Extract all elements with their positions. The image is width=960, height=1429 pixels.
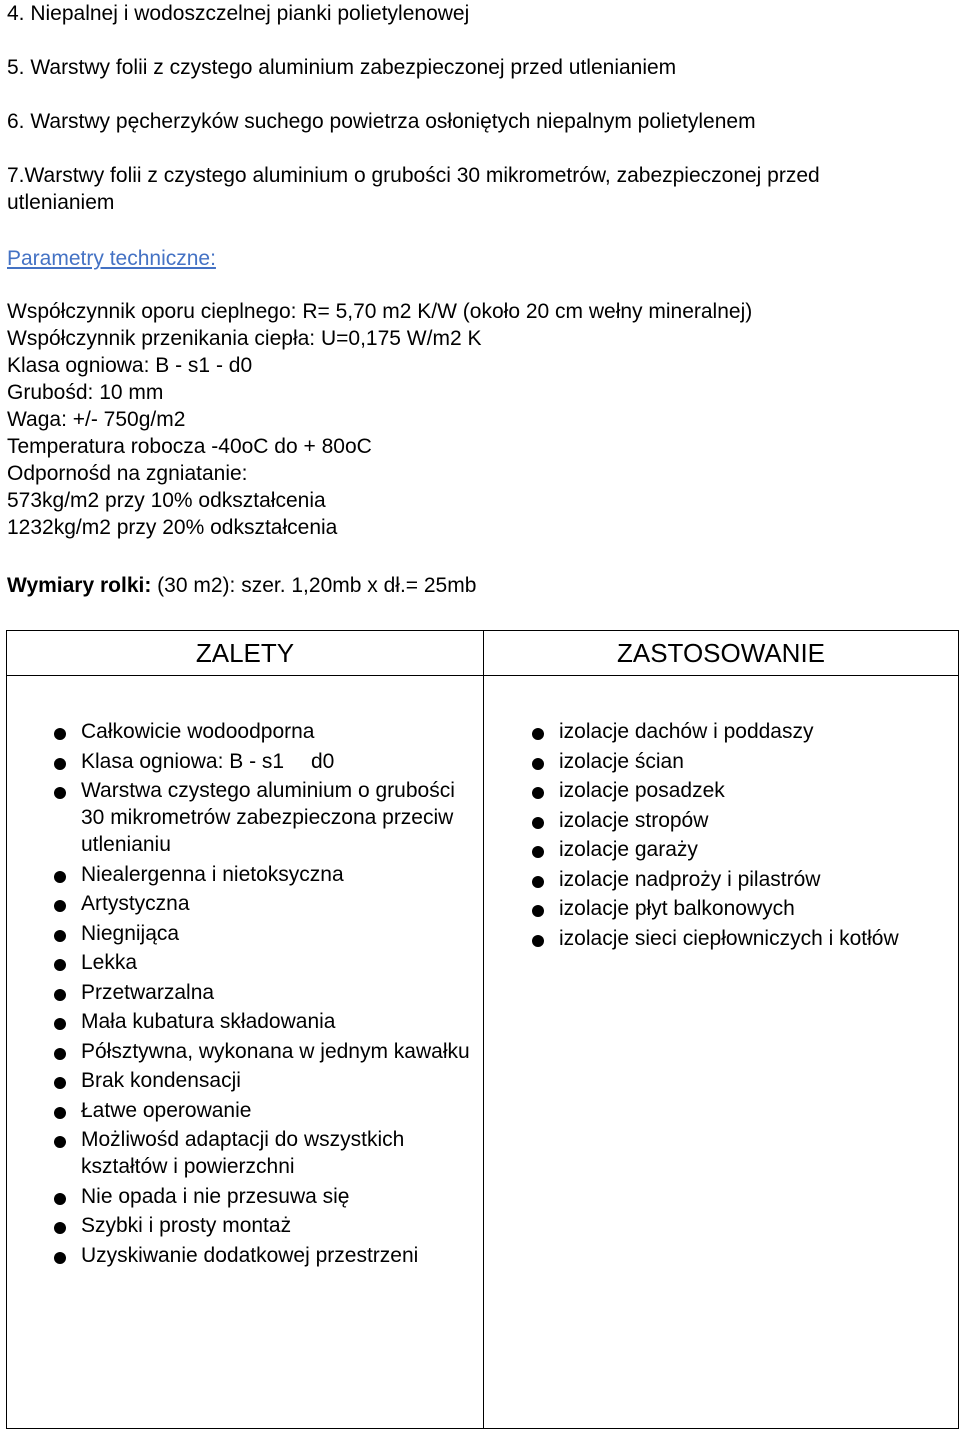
advantage-text: Całkowicie wodoodporna	[81, 720, 315, 743]
advantage-text: Warstwa czystego aluminium o grubości 30 mikrometrów zabezpieczona przeciw utlenianiu	[81, 779, 455, 856]
advantage-text: Mała kubatura składowania	[81, 1010, 336, 1033]
advantage-item	[81, 920, 471, 947]
bullet-icon	[532, 905, 544, 917]
advantages-cell	[7, 676, 484, 1429]
bullet-icon	[54, 989, 66, 1001]
application-text: izolacje garaży	[559, 838, 698, 861]
bullet-icon	[54, 728, 66, 740]
application-item	[559, 866, 958, 893]
bullet-icon	[54, 1107, 66, 1119]
bullet-icon	[532, 787, 544, 799]
bullet-icon	[532, 758, 544, 770]
advantage-text: Możliwośd adaptacji do wszystkich kształtów i powierzchni	[81, 1128, 405, 1178]
advantage-item	[81, 979, 471, 1006]
application-item	[559, 748, 958, 775]
bullet-icon	[54, 1252, 66, 1264]
bullet-icon	[532, 935, 544, 947]
applications-header: ZASTOSOWANIE	[484, 631, 959, 676]
list-item-4: 4. Niepalnej i wodoszczelnej pianki polietylenowej	[7, 2, 470, 25]
advantage-item	[81, 777, 471, 858]
advantage-text: Niegnijąca	[81, 921, 180, 945]
bullet-icon	[54, 1222, 66, 1234]
bullet-icon	[54, 959, 66, 971]
features-table	[6, 630, 959, 1429]
param-weight: Waga: +/- 750g/m2	[7, 408, 186, 431]
param-crush-10: 573kg/m2 przy 10% odkształcenia	[7, 489, 326, 512]
bullet-icon	[532, 728, 544, 740]
application-text: izolacje posadzek	[559, 779, 725, 802]
advantage-item	[81, 1126, 471, 1180]
advantage-item	[81, 1097, 471, 1124]
roll-dimensions-label: Wymiary rolki:	[7, 574, 152, 597]
advantage-text: Brak kondensacji	[81, 1069, 241, 1092]
advantage-text: Niealergenna i nietoksyczna	[81, 862, 344, 886]
advantage-item	[81, 1242, 471, 1269]
advantage-item	[81, 1212, 471, 1239]
advantage-item	[81, 1038, 471, 1065]
bullet-icon	[54, 1048, 66, 1060]
advantage-item	[81, 718, 471, 745]
bullet-icon	[54, 758, 66, 770]
param-heat-transfer: Współczynnik przenikania ciepła: U=0,175 W/m2 K	[7, 327, 482, 350]
list-item-7-line2: utlenianiem	[7, 191, 115, 214]
advantage-text: Artystyczna	[81, 892, 190, 915]
application-text: izolacje nadproży i pilastrów	[559, 867, 821, 891]
roll-dimensions-value: (30 m2): szer. 1,20mb x dł.= 25mb	[151, 574, 477, 597]
advantages-list	[81, 718, 471, 1269]
advantage-text: Łatwe operowanie	[81, 1098, 252, 1122]
application-item	[559, 895, 958, 922]
list-item-7-line1: 7.Warstwy folii z czystego aluminium o grubości 30 mikrometrów, zabezpieczonej przed	[7, 164, 820, 187]
bullet-icon	[54, 1136, 66, 1148]
application-text: izolacje dachów i poddaszy	[559, 720, 814, 743]
application-item	[559, 777, 958, 804]
bullet-icon	[54, 871, 66, 883]
param-fire-class: Klasa ogniowa: B - s1 - d0	[7, 354, 253, 377]
advantage-item	[81, 949, 471, 976]
application-item	[559, 718, 958, 745]
advantage-item	[81, 861, 471, 888]
advantage-item	[81, 1008, 471, 1035]
param-crush-20: 1232kg/m2 przy 20% odkształcenia	[7, 516, 338, 539]
applications-list	[559, 718, 958, 952]
advantages-header: ZALETY	[7, 631, 484, 676]
advantage-item	[81, 1067, 471, 1094]
param-temperature: Temperatura robocza -40oC do + 80oC	[7, 435, 372, 458]
advantage-text: Klasa ogniowa: B - s1 d0	[81, 749, 335, 773]
bullet-icon	[54, 900, 66, 912]
bullet-icon	[532, 846, 544, 858]
param-crush-resistance: Odpornośd na zgniatanie:	[7, 462, 248, 485]
application-item	[559, 836, 958, 863]
bullet-icon	[532, 876, 544, 888]
applications-cell	[484, 676, 959, 1429]
application-item	[559, 807, 958, 834]
param-thermal-resistance: Współczynnik oporu cieplnego: R= 5,70 m2 K/W (około 20 cm wełny mineralnej)	[7, 300, 753, 323]
bullet-icon	[54, 787, 66, 799]
list-item-6: 6. Warstwy pęcherzyków suchego powietrza osłoniętych niepalnym polietylenem	[7, 110, 756, 133]
application-text: izolacje sieci ciepłowniczych i kotłów	[559, 926, 899, 950]
tech-params-heading: Parametry techniczne:	[7, 247, 216, 270]
advantage-text: Nie opada i nie przesuwa się	[81, 1184, 350, 1208]
bullet-icon	[532, 817, 544, 829]
param-thickness: Grubośd: 10 mm	[7, 381, 164, 404]
bullet-icon	[54, 930, 66, 942]
advantage-item	[81, 748, 471, 775]
advantage-item	[81, 1183, 471, 1210]
advantage-text: Uzyskiwanie dodatkowej przestrzeni	[81, 1243, 419, 1267]
advantage-text: Szybki i prosty montaż	[81, 1214, 292, 1237]
application-text: izolacje płyt balkonowych	[559, 897, 795, 920]
application-text: izolacje stropów	[559, 808, 709, 832]
list-item-5: 5. Warstwy folii z czystego aluminium zabezpieczonej przed utlenianiem	[7, 56, 677, 79]
bullet-icon	[54, 1193, 66, 1205]
bullet-icon	[54, 1018, 66, 1030]
roll-dimensions	[7, 572, 476, 599]
advantage-text: Przetwarzalna	[81, 980, 215, 1004]
advantage-text: Półsztywna, wykonana w jednym kawałku	[81, 1039, 470, 1063]
application-item	[559, 925, 958, 952]
advantage-item	[81, 890, 471, 917]
advantage-text: Lekka	[81, 951, 138, 974]
application-text: izolacje ścian	[559, 749, 684, 773]
bullet-icon	[54, 1077, 66, 1089]
